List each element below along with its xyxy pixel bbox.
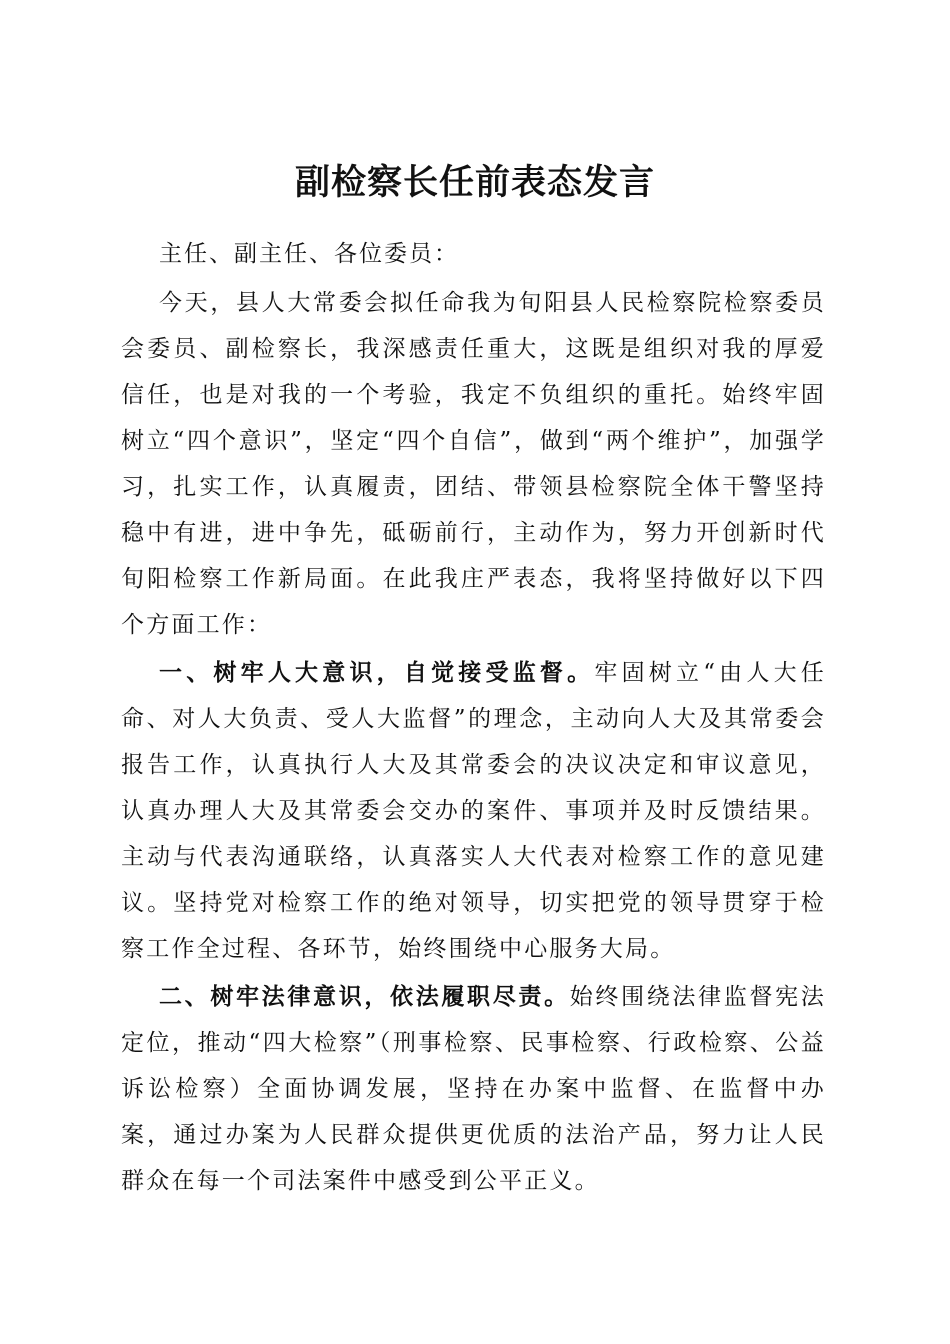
paragraph-text: 始终围绕法律监督宪法定位，推动“四大检察”（刑事检察、民事检察、行政检察、公益诉讼检察）全面协调发展，坚持在办案中监督、在监督中办案，通过办案为人民群众提供更优质的法治产品，努力让人民群众在每一个司法案件中感受到公平正义。 <box>121 984 826 1194</box>
section-heading: 一、树牢人大意识，自觉接受监督。 <box>159 659 595 686</box>
salutation: 主任、副主任、各位委员： <box>159 241 459 267</box>
document-title: 副检察长任前表态发言 <box>294 162 655 204</box>
section-heading: 二、树牢法律意识，依法履职尽责。 <box>159 983 570 1010</box>
document-body <box>121 280 826 1204</box>
paragraph-text: 今天，县人大常委会拟任命我为旬阳县人民检察院检察委员会委员、副检察长，我深感责任重大，这既是组织对我的厚爱信任，也是对我的一个考验，我定不负组织的重托。始终牢固树立“四个意识”，坚定“四个自信”，做到“两个维护”，加强学习，扎实工作，认真履责，团结、带领县检察院全体干警坚持稳中有进，进中争先，砥砺前行，主动作为，努力开创新时代旬阳检察工作新局面。在此我庄严表态，我将坚持做好以下四个方面工作： <box>121 290 826 638</box>
paragraph-text: 牢固树立“由人大任命、对人大负责、受人大监督”的理念，主动向人大及其常委会报告工作，认真执行人大及其常委会的决议决定和审议意见，认真办理人大及其常委会交办的案件、事项并及时反馈结果。主动与代表沟通联络，认真落实人大代表对检察工作的意见建议。坚持党对检察工作的绝对领导，切实把党的领导贯穿于检察工作全过程、各环节，始终围绕中心服务大局。 <box>121 660 826 962</box>
paragraph-section-two <box>121 974 826 1204</box>
paragraph-section-one <box>121 650 826 972</box>
paragraph-opening <box>121 280 826 648</box>
